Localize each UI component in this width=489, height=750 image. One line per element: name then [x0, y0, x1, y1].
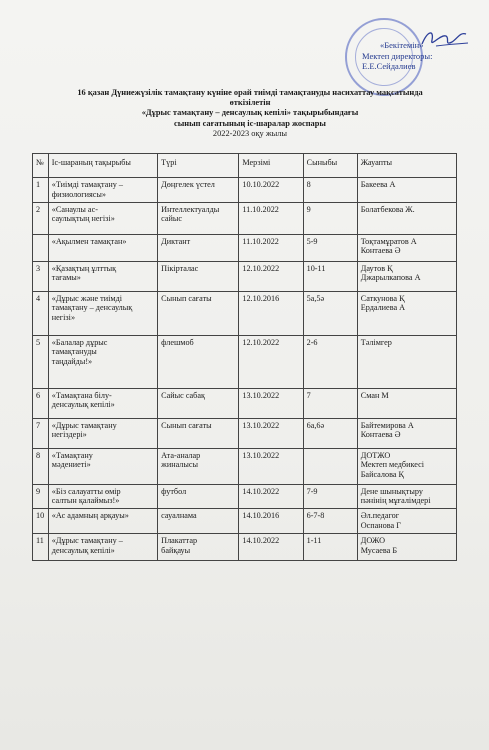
cell-grade: [303, 533, 357, 560]
document-heading: [40, 88, 460, 139]
table-row: [33, 388, 457, 418]
table-row: [33, 261, 457, 291]
cell-date: [239, 388, 303, 418]
cell-number: [33, 448, 49, 484]
cell-topic-line: салтын қалаймыз!»: [51, 496, 120, 506]
cell-date: [239, 484, 303, 509]
table-row: [33, 448, 457, 484]
cell-topic: [48, 418, 157, 448]
cell-date: [239, 261, 303, 291]
cell-type: [158, 335, 239, 388]
cell-number-line: 5: [36, 337, 41, 347]
cell-topic-line: таңдайды!»: [51, 357, 93, 367]
cell-number: [33, 178, 49, 203]
cell-type-line: Диктант: [161, 236, 191, 246]
cell-responsible-line: Әл.педагог: [360, 511, 400, 521]
cell-grade: [303, 418, 357, 448]
cell-type: [158, 234, 239, 261]
cell-topic: [48, 388, 157, 418]
cell-date: [239, 418, 303, 448]
cell-responsible-line: Мусаева Б: [360, 545, 398, 555]
cell-responsible-line: Контаева Ә: [360, 430, 401, 440]
cell-topic-line: «Санаулы ас-: [51, 204, 98, 214]
cell-responsible-line: Байтемирова А: [360, 420, 414, 430]
cell-number: [33, 335, 49, 388]
cell-grade-line: 5-9: [306, 236, 318, 246]
cell-topic: [48, 509, 157, 534]
header-grade: Сыныбы: [303, 154, 357, 178]
cell-topic: [48, 178, 157, 203]
cell-type: [158, 418, 239, 448]
approval-position: Мектеп директоры:: [362, 50, 433, 61]
cell-type: [158, 448, 239, 484]
cell-responsible-line: Сман М: [360, 390, 389, 400]
cell-type-line: байқауы: [161, 545, 191, 555]
cell-responsible-line: ДОТЖО: [360, 450, 391, 460]
cell-responsible: [357, 202, 456, 234]
cell-topic: [48, 448, 157, 484]
heading-academic-year: 2022-2023 оқу жылы: [212, 128, 288, 138]
cell-type-line: Сайыс сабақ: [161, 390, 205, 400]
cell-topic-line: тамақтануды: [51, 347, 97, 357]
events-plan-table: [32, 153, 457, 561]
cell-responsible: [357, 448, 456, 484]
cell-responsible: [357, 484, 456, 509]
cell-type: [158, 484, 239, 509]
cell-topic-line: «Тамақтану: [51, 450, 93, 460]
cell-responsible-line: Мектеп медбикесі: [360, 460, 424, 470]
cell-date-line: 13.10.2022: [242, 420, 280, 430]
cell-topic-line: «Дұрыс тамақтану: [51, 420, 117, 430]
cell-topic-line: мәдениеті»: [51, 460, 91, 470]
cell-type-line: сайыс: [161, 214, 183, 224]
cell-number: [33, 418, 49, 448]
cell-grade-line: 9: [306, 204, 311, 214]
heading-line-3: «Дұрыс тамақтану – денсаулық кепілі» тақырыбындағы: [141, 108, 359, 118]
cell-grade: [303, 448, 357, 484]
cell-responsible-line: Ердалиева А: [360, 303, 406, 313]
cell-responsible: [357, 291, 456, 335]
cell-responsible: [357, 509, 456, 534]
cell-type-line: Сынып сағаты: [161, 420, 212, 430]
cell-date: [239, 509, 303, 534]
cell-date-line: 11.10.2022: [242, 204, 279, 214]
cell-topic-line: «Біз салауатты өмір: [51, 486, 121, 496]
cell-responsible-line: Тәлімгер: [360, 337, 392, 347]
cell-date-line: 14.10.2022: [242, 486, 280, 496]
cell-type-line: Интеллектуалды: [161, 204, 220, 214]
cell-topic-line: «Тамақтана білу-: [51, 390, 112, 400]
cell-responsible-line: пәнінің мұғалімдері: [360, 496, 431, 506]
cell-responsible: [357, 533, 456, 560]
cell-date: [239, 234, 303, 261]
cell-type-line: флешмоб: [161, 337, 194, 347]
header-number: №: [33, 154, 49, 178]
cell-type: [158, 261, 239, 291]
cell-responsible-line: Даутов Қ: [360, 263, 393, 273]
cell-grade-line: 5а,5ә: [306, 293, 325, 303]
cell-grade-line: 8: [306, 180, 311, 189]
cell-type: [158, 202, 239, 234]
cell-topic-line: «Қазақтың ұлттық: [51, 263, 117, 273]
cell-grade-line: 10-11: [306, 263, 326, 273]
cell-number: [33, 202, 49, 234]
cell-topic: [48, 484, 157, 509]
cell-type-line: Плакаттар: [161, 535, 198, 545]
cell-type: [158, 533, 239, 560]
cell-responsible: [357, 261, 456, 291]
approval-block: [362, 40, 482, 72]
cell-number-line: 8: [36, 450, 41, 460]
heading-line-2: өткізілетін: [229, 98, 271, 108]
cell-topic: [48, 202, 157, 234]
cell-responsible: [357, 418, 456, 448]
cell-responsible-line: Дене шынықтыру: [360, 486, 423, 496]
table-row: [33, 533, 457, 560]
cell-number-line: 3: [36, 263, 41, 273]
cell-number: [33, 291, 49, 335]
cell-number-line: 7: [36, 420, 41, 430]
cell-type-line: жиналысы: [161, 460, 199, 470]
approval-name: Е.Е.Сейдалиев: [362, 61, 416, 71]
heading-line-1: 16 қазан Дүниежүзілік тамақтану күніне орай тиімді тамақтануды насихаттау мақсатында: [77, 88, 423, 97]
cell-number: [33, 533, 49, 560]
cell-date: [239, 202, 303, 234]
table-row: [33, 291, 457, 335]
cell-grade: [303, 178, 357, 203]
cell-grade: [303, 509, 357, 534]
cell-responsible-line: ДОЖО: [360, 535, 386, 545]
cell-type-line: сауалнама: [161, 511, 197, 521]
cell-responsible-line: Джарылкапова А: [360, 273, 421, 283]
cell-number: [33, 261, 49, 291]
cell-grade-line: 2-6: [306, 337, 318, 347]
cell-number-line: 6: [36, 390, 41, 400]
cell-number-line: 2: [36, 204, 41, 214]
approval-title: «Бекітемін»: [380, 40, 424, 50]
table-row: [33, 234, 457, 261]
cell-topic: [48, 335, 157, 388]
cell-type: [158, 388, 239, 418]
cell-number: [33, 388, 49, 418]
cell-topic-line: «Ақылмен тамақтан»: [51, 236, 127, 246]
cell-grade: [303, 335, 357, 388]
table-row: [33, 335, 457, 388]
cell-type-line: Пікірталас: [161, 263, 199, 273]
cell-date: [239, 291, 303, 335]
cell-grade-line: 1-11: [306, 535, 322, 545]
cell-date-line: 12.10.2016: [242, 293, 280, 303]
cell-responsible: [357, 388, 456, 418]
cell-date: [239, 335, 303, 388]
cell-topic-line: тағамы»: [51, 273, 81, 283]
cell-number: [33, 509, 49, 534]
cell-topic-line: «Дұрыс және тиімді: [51, 293, 123, 303]
cell-topic-line: саулықтың негізі»: [51, 214, 115, 224]
cell-responsible-line: Тоқтамұратов А: [360, 236, 417, 246]
cell-number-line: 9: [36, 486, 41, 496]
cell-responsible-line: Бакеева А: [360, 180, 396, 189]
cell-type: [158, 509, 239, 534]
cell-responsible: [357, 335, 456, 388]
cell-responsible-line: Оспанова Г: [360, 520, 401, 530]
cell-responsible: [357, 178, 456, 203]
header-date: Мерзімі: [239, 154, 303, 178]
cell-date-line: 13.10.2022: [242, 390, 280, 400]
cell-type-line: футбол: [161, 486, 187, 496]
heading-line-4: сынып сағатының іс-шаралар жоспары: [174, 118, 326, 128]
cell-type-line: Сынып сағаты: [161, 293, 212, 303]
cell-responsible-line: Болатбекова Ж.: [360, 204, 415, 214]
cell-topic-line: «Балалар дұрыс: [51, 337, 108, 347]
cell-grade-line: 7-9: [306, 486, 318, 496]
cell-grade-line: 7: [306, 390, 311, 400]
table-row: [33, 484, 457, 509]
table-header-row: [33, 154, 457, 178]
cell-grade-line: 6а,6ә: [306, 420, 325, 430]
cell-grade: [303, 234, 357, 261]
cell-number: [33, 234, 49, 261]
cell-type-line: Дөңгелек үстел: [161, 180, 215, 189]
cell-date-line: 12.10.2022: [242, 337, 280, 347]
header-topic: Іс-шараның тақырыбы: [48, 154, 157, 178]
cell-topic-line: негіздері»: [51, 430, 87, 440]
cell-topic-line: физиологиясы»: [51, 189, 106, 199]
cell-topic-line: «Тиімді тамақтану –: [51, 180, 123, 189]
cell-type: [158, 178, 239, 203]
table-row: [33, 178, 457, 203]
cell-topic: [48, 261, 157, 291]
cell-number-line: 11: [36, 535, 44, 545]
cell-type-line: Ата-аналар: [161, 450, 201, 460]
cell-date-line: 14.10.2022: [242, 535, 280, 545]
cell-topic: [48, 533, 157, 560]
table-row: [33, 418, 457, 448]
cell-responsible-line: Байсалова Қ: [360, 470, 404, 480]
cell-topic-line: «Ас адамның арқауы»: [51, 511, 129, 521]
cell-topic: [48, 234, 157, 261]
cell-responsible-line: Саткунова Қ: [360, 293, 405, 303]
cell-number: [33, 484, 49, 509]
cell-topic: [48, 291, 157, 335]
cell-date: [239, 178, 303, 203]
cell-date: [239, 448, 303, 484]
cell-date: [239, 533, 303, 560]
table-row: [33, 202, 457, 234]
cell-topic-line: «Дұрыс тамақтану –: [51, 535, 123, 545]
cell-topic-line: тамақтану – денсаулық: [51, 303, 133, 313]
cell-number-line: 1: [36, 180, 41, 189]
cell-grade: [303, 202, 357, 234]
cell-number-line: 10: [36, 511, 45, 521]
cell-date-line: 11.10.2022: [242, 236, 279, 246]
cell-topic-line: денсаулық кепілі»: [51, 400, 115, 410]
cell-grade: [303, 484, 357, 509]
cell-date-line: 12.10.2022: [242, 263, 280, 273]
cell-responsible-line: Контаева Ә: [360, 246, 401, 256]
cell-grade: [303, 261, 357, 291]
cell-number-line: 4: [36, 293, 41, 303]
cell-topic-line: денсаулық кепілі»: [51, 545, 115, 555]
cell-date-line: 14.10.2016: [242, 511, 280, 521]
cell-grade-line: 6-7-8: [306, 511, 325, 521]
cell-responsible: [357, 234, 456, 261]
cell-type: [158, 291, 239, 335]
table-row: [33, 509, 457, 534]
cell-date-line: 10.10.2022: [242, 180, 280, 189]
header-type: Түрі: [158, 154, 239, 178]
cell-grade: [303, 291, 357, 335]
cell-date-line: 13.10.2022: [242, 450, 280, 460]
cell-topic-line: негізі»: [51, 313, 76, 323]
cell-grade: [303, 388, 357, 418]
header-responsible: Жауапты: [357, 154, 456, 178]
